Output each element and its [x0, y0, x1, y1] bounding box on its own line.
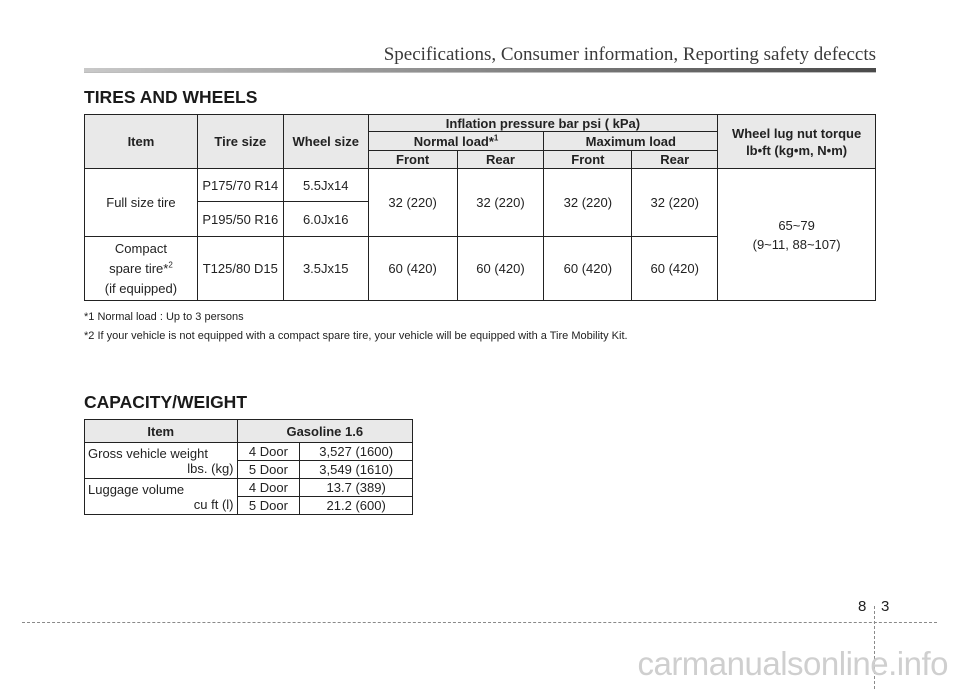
footnote-1-text: Normal load : Up to 3 persons	[97, 311, 244, 323]
wheel-size-cell: 3.5Jx15	[283, 237, 368, 301]
tires-wheels-table	[84, 114, 876, 301]
col-item: Item	[85, 115, 198, 169]
torque-header-line1: Wheel lug nut torque	[731, 125, 862, 141]
luggage-volume-text: Luggage volume	[88, 481, 185, 497]
col-max-front: Front	[544, 151, 632, 169]
normal-rear-cell: 60 (420)	[457, 237, 544, 301]
door-cell: 4 Door	[237, 479, 300, 497]
max-front-cell: 60 (420)	[544, 237, 632, 301]
compact-label-line1: Compact	[114, 240, 167, 256]
value-cell: 13.7 (389)	[300, 479, 413, 497]
torque-value-line1: 65~79	[778, 217, 815, 233]
col-maximum-load: Maximum load	[544, 132, 718, 151]
compact-spare-label	[85, 237, 198, 301]
col-normal-load	[368, 132, 544, 151]
normal-load-label: Normal load*	[413, 133, 494, 149]
value-cell: 3,527 (1600)	[300, 443, 413, 461]
value-cell: 3,549 (1610)	[300, 461, 413, 479]
compact-label-line2: spare tire*	[109, 260, 169, 276]
normal-rear-cell: 32 (220)	[457, 169, 544, 237]
col-max-rear: Rear	[632, 151, 718, 169]
compact-label-line3: (if equipped)	[104, 280, 178, 296]
header-rule-thin	[84, 72, 876, 73]
torque-value-cell	[718, 169, 876, 301]
torque-value-line2: (9~11, 88~107)	[752, 236, 841, 252]
max-rear-cell: 32 (220)	[632, 169, 718, 237]
footnote-2	[84, 330, 628, 342]
luggage-volume-unit: cu ft (l)	[193, 496, 234, 512]
capacity-weight-table	[84, 419, 413, 515]
wheel-size-cell: 5.5Jx14	[283, 169, 368, 202]
max-rear-cell: 60 (420)	[632, 237, 718, 301]
col-tire-size: Tire size	[197, 115, 283, 169]
col-inflation-pressure: Inflation pressure bar psi ( kPa)	[368, 115, 718, 132]
door-cell: 5 Door	[237, 461, 300, 479]
capacity-heading: CAPACITY/WEIGHT	[84, 392, 248, 412]
running-header-title: Specifications, Consumer information, Reporting safety defeccts	[383, 44, 876, 65]
torque-header-line2: lb•ft (kg•m, N•m)	[746, 142, 848, 158]
tires-heading: TIRES AND WHEELS	[84, 87, 258, 107]
max-front-cell: 32 (220)	[544, 169, 632, 237]
footnote-1-mark: *1	[84, 311, 95, 323]
table-row	[85, 169, 876, 202]
footnote-mark-2: 2	[168, 260, 173, 270]
tire-size-cell: T125/80 D15	[197, 237, 283, 301]
footnote-2-mark: *2	[84, 330, 95, 342]
chapter-number: 8	[858, 598, 867, 615]
door-cell: 5 Door	[237, 497, 300, 515]
col-normal-front: Front	[368, 151, 457, 169]
gross-weight-text: Gross vehicle weight	[88, 445, 208, 461]
watermark: carmanualsonline.info	[637, 645, 948, 682]
footnote-2-text: If your vehicle is not equipped with a compact spare tire, your vehicle will be equipped with a Tire Mobility Kit.	[97, 330, 628, 342]
page-number: 3	[881, 598, 890, 615]
footer-dashed-rule	[22, 622, 937, 623]
footnote-1	[84, 311, 244, 323]
gross-weight-unit: lbs. (kg)	[187, 460, 234, 476]
normal-front-cell: 32 (220)	[368, 169, 457, 237]
col-lug-nut-torque	[718, 115, 876, 169]
table-row	[85, 479, 413, 497]
col-normal-rear: Rear	[457, 151, 544, 169]
full-size-label: Full size tire	[85, 169, 198, 237]
cw-col-engine: Gasoline 1.6	[237, 420, 412, 443]
door-cell: 4 Door	[237, 443, 300, 461]
wheel-size-cell: 6.0Jx16	[283, 202, 368, 237]
gross-weight-label	[85, 443, 238, 479]
luggage-volume-label	[85, 479, 238, 515]
footnote-mark-1: 1	[493, 133, 499, 143]
cw-col-item: Item	[85, 420, 238, 443]
normal-front-cell: 60 (420)	[368, 237, 457, 301]
col-wheel-size: Wheel size	[283, 115, 368, 169]
value-cell: 21.2 (600)	[300, 497, 413, 515]
tire-size-cell: P195/50 R16	[197, 202, 283, 237]
table-row	[85, 443, 413, 461]
tire-size-cell: P175/70 R14	[197, 169, 283, 202]
